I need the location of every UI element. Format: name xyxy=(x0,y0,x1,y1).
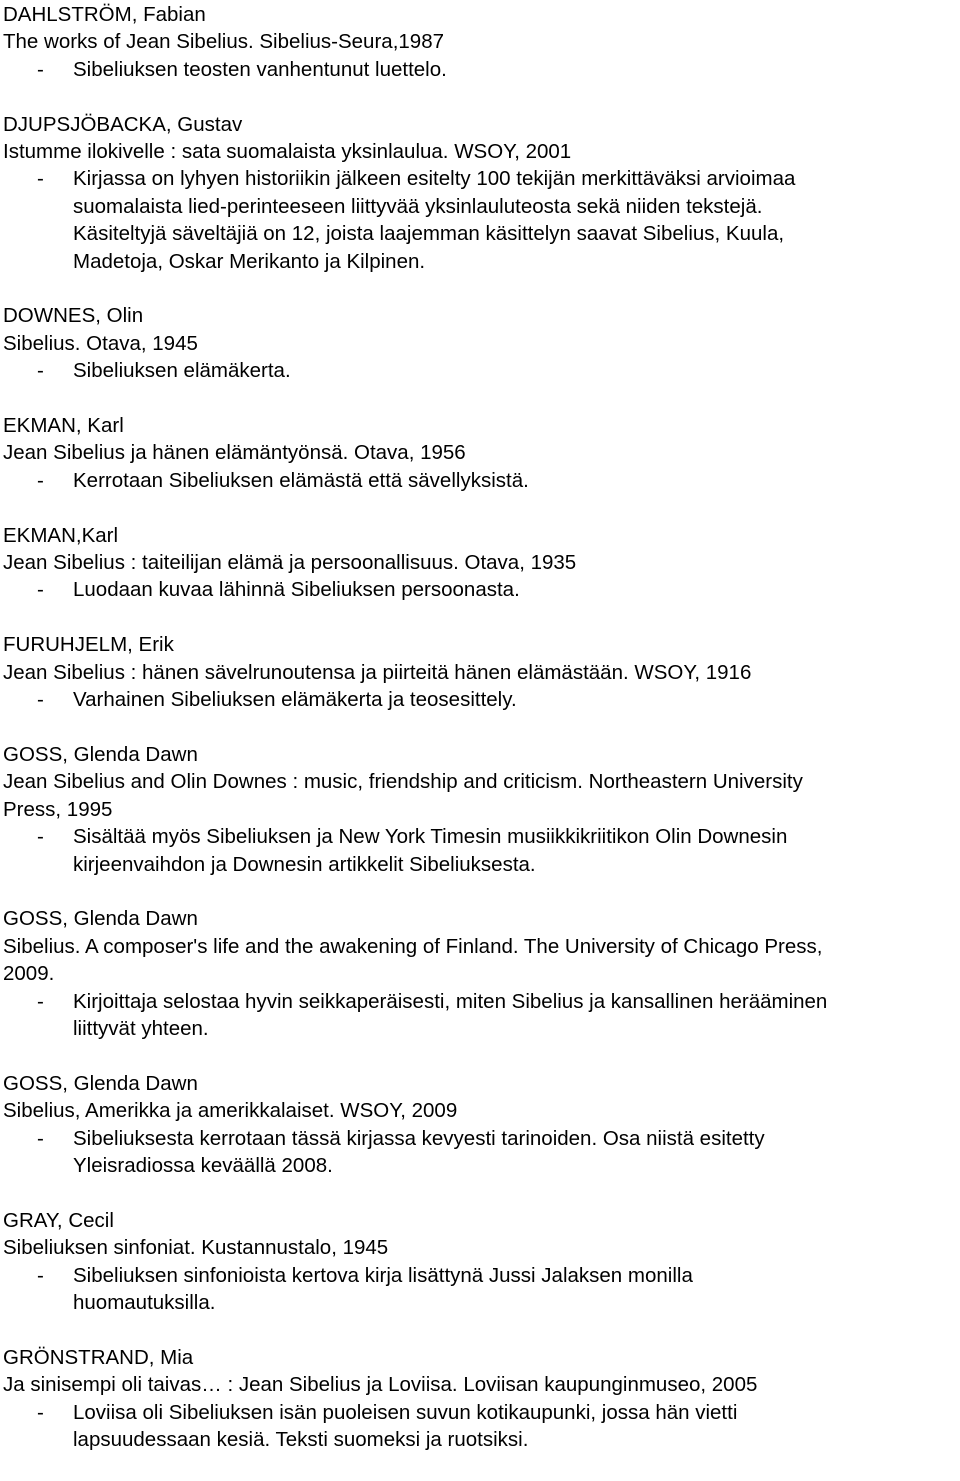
entry-author: DJUPSJÖBACKA, Gustav xyxy=(3,112,243,136)
entry-annotation xyxy=(3,56,958,83)
annotation-line: liittyvät yhteen. xyxy=(73,1016,209,1040)
entry-author: FURUHJELM, Erik xyxy=(3,633,174,657)
entry-author: GOSS, Glenda Dawn xyxy=(3,1071,198,1095)
entry-title-line: Jean Sibelius : taiteilijan elämä ja persoonallisuus. Otava, 1935 xyxy=(3,551,577,575)
entry-annotation xyxy=(3,1399,958,1454)
entry-title-line: Jean Sibelius ja hänen elämäntyönsä. Otava, 1956 xyxy=(3,441,466,465)
annotation-line: Yleisradiossa keväällä 2008. xyxy=(73,1153,333,1177)
annotation-dash: - xyxy=(37,468,44,492)
entry-title-line: Press, 1995 xyxy=(3,797,113,821)
entry-author: GOSS, Glenda Dawn xyxy=(3,907,198,931)
bibliography-entry xyxy=(3,1,958,83)
entry-title-line: Sibelius, Amerikka ja amerikkalaiset. WSOY, 2009 xyxy=(3,1099,458,1123)
annotation-line: Sibeliuksen elämäkerta. xyxy=(73,359,291,383)
annotation-line: Kerrotaan Sibeliuksen elämästä että sävellyksistä. xyxy=(73,468,529,492)
entry-title-line: Sibeliuksen sinfoniat. Kustannustalo, 1945 xyxy=(3,1236,389,1260)
annotation-line: huomautuksilla. xyxy=(73,1290,216,1314)
entry-author: GRÖNSTRAND, Mia xyxy=(3,1345,194,1369)
bibliography-entry xyxy=(3,111,958,275)
entry-author: DOWNES, Olin xyxy=(3,304,144,328)
annotation-line: Sibeliuksesta kerrotaan tässä kirjassa kevyesti tarinoiden. Osa niistä esitetty xyxy=(73,1126,765,1150)
bibliography-entry xyxy=(3,1070,958,1180)
annotation-line: lapsuudessaan kesiä. Teksti suomeksi ja ruotsiksi. xyxy=(73,1427,529,1451)
annotation-line: Madetoja, Oskar Merikanto ja Kilpinen. xyxy=(73,249,426,273)
entry-annotation xyxy=(3,165,958,275)
entry-annotation xyxy=(3,1262,958,1317)
annotation-dash: - xyxy=(37,989,44,1013)
bibliography-entry xyxy=(3,1344,958,1454)
bibliography-entry xyxy=(3,631,958,713)
entry-title-line: Jean Sibelius : hänen sävelrunoutensa ja piirteitä hänen elämästään. WSOY, 1916 xyxy=(3,660,752,684)
entry-title-line: The works of Jean Sibelius. Sibelius-Seura,1987 xyxy=(3,30,444,54)
annotation-line: Loviisa oli Sibeliuksen isän puoleisen suvun kotikaupunki, jossa hän vietti xyxy=(73,1400,738,1424)
entry-author: GRAY, Cecil xyxy=(3,1208,114,1232)
annotation-line: Sisältää myös Sibeliuksen ja New York Timesin musiikkikriitikon Olin Downesin xyxy=(73,825,788,849)
bibliography-entry xyxy=(3,1207,958,1317)
entry-annotation xyxy=(3,357,958,384)
bibliography-document xyxy=(3,1,958,1481)
annotation-dash: - xyxy=(37,57,44,81)
entry-author: DAHLSTRÖM, Fabian xyxy=(3,3,206,26)
annotation-dash: - xyxy=(37,578,44,602)
entry-author: GOSS, Glenda Dawn xyxy=(3,742,198,766)
entry-annotation xyxy=(3,1125,958,1180)
annotation-dash: - xyxy=(37,359,44,383)
annotation-dash: - xyxy=(37,825,44,849)
bibliography-entry xyxy=(3,741,958,878)
entry-annotation xyxy=(3,988,958,1043)
annotation-line: suomalaista lied-perinteeseen liittyvää yksinlauluteosta sekä niiden tekstejä. xyxy=(73,194,763,218)
entry-annotation xyxy=(3,686,958,713)
entry-title-line: Ja sinisempi oli taivas… : Jean Sibelius ja Loviisa. Loviisan kaupunginmuseo, 2005 xyxy=(3,1373,758,1397)
entry-author: EKMAN, Karl xyxy=(3,414,124,438)
annotation-dash: - xyxy=(37,688,44,712)
annotation-line: Kirjoittaja selostaa hyvin seikkaperäisesti, miten Sibelius ja kansallinen herääminen xyxy=(73,989,828,1013)
entry-title-line: Istumme ilokivelle : sata suomalaista yksinlaulua. WSOY, 2001 xyxy=(3,140,572,164)
entry-annotation xyxy=(3,576,958,603)
entry-annotation xyxy=(3,823,958,878)
entry-annotation xyxy=(3,467,958,494)
entry-title-line: Sibelius. A composer's life and the awakening of Finland. The University of Chicago Press, xyxy=(3,934,823,958)
annotation-dash: - xyxy=(37,167,44,191)
annotation-dash: - xyxy=(37,1400,44,1424)
entry-author: EKMAN,Karl xyxy=(3,523,119,547)
annotation-line: Sibeliuksen teosten vanhentunut luettelo. xyxy=(73,57,447,81)
annotation-line: kirjeenvaihdon ja Downesin artikkelit Sibeliuksesta. xyxy=(73,852,536,876)
annotation-line: Luodaan kuvaa lähinnä Sibeliuksen persoonasta. xyxy=(73,578,520,602)
entry-title-line: Sibelius. Otava, 1945 xyxy=(3,331,198,355)
entry-title-line: Jean Sibelius and Olin Downes : music, friendship and criticism. Northeastern University xyxy=(3,770,803,794)
annotation-dash: - xyxy=(37,1263,44,1287)
annotation-line: Käsiteltyjä säveltäjiä on 12, joista laajemman käsittelyn saavat Sibelius, Kuula, xyxy=(73,222,785,246)
bibliography-entry xyxy=(3,412,958,494)
annotation-line: Kirjassa on lyhyen historiikin jälkeen esitelty 100 tekijän merkittäväksi arvioimaa xyxy=(73,167,796,191)
annotation-line: Sibeliuksen sinfonioista kertova kirja lisättynä Jussi Jalaksen monilla xyxy=(73,1263,693,1287)
annotation-line: Varhainen Sibeliuksen elämäkerta ja teosesittely. xyxy=(73,688,517,712)
bibliography-entry xyxy=(3,522,958,604)
bibliography-entry xyxy=(3,905,958,1042)
bibliography-entry xyxy=(3,302,958,384)
entry-title-line: 2009. xyxy=(3,962,55,986)
annotation-dash: - xyxy=(37,1126,44,1150)
